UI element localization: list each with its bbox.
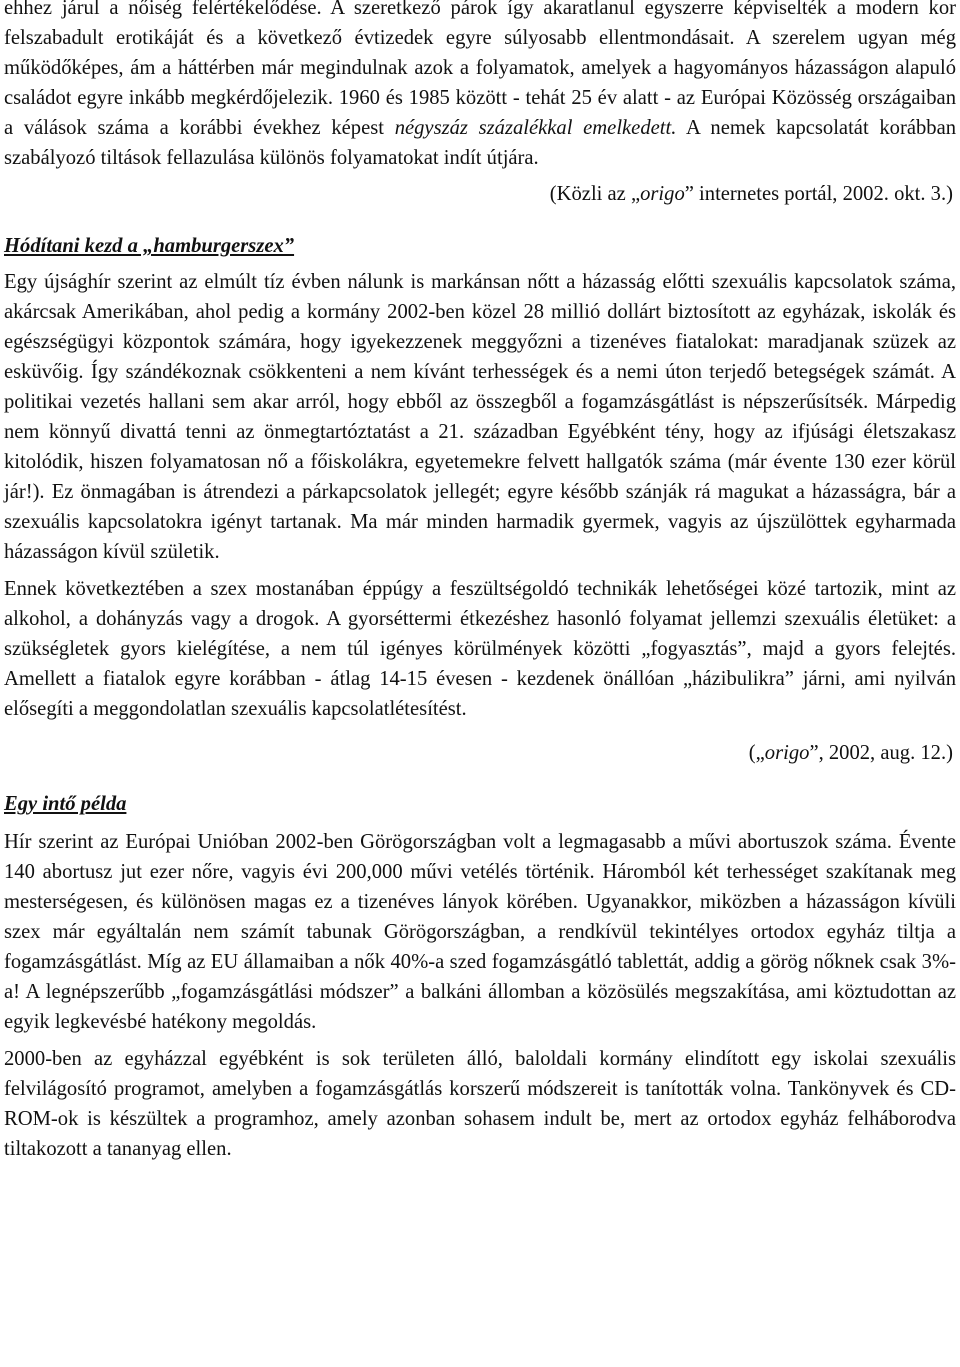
article-source	[4, 738, 953, 768]
article-paragraph: 2000-ben az egyházzal egyébként is sok területen álló, baloldali kormány elindított egy iskolai szexuális felvilágosító programot, amelyben a fogamzásgátlás korszerű módszereit is tanították volna. Tankönyvek és CD-ROM-ok is készültek a programhoz, amely azonban sohasem indult be, mert az ortodox egyház felháborodva tiltakozott a tananyag ellen.	[4, 1048, 956, 1160]
article-hamburgerszex	[4, 231, 956, 768]
article-paragraph: Hír szerint az Európai Unióban 2002-ben Görögországban volt a legmagasabb a művi abortuszok száma. Évente 140 abortusz jut ezer nőre, vagyis évi 200,000 művi vetélés történik. Háromból két terhességet szakítanak meg mesterségesen, és különösen magas ez a tizenéves lányok körében. Ugyanakkor, miközben a házasságon kívüli szex már egyáltalán nem számít tabunak Görögországban, a rendkívül tekintélyes ortodox egyház tiltja a fogamzásgátlást. Míg az EU államaiban a nők 40%-a szed fogamzásgátló tablettát, addig a görög nőknek csak 3%-a! A legnépszerűbb „fogamzásgátlási módszer” a balkáni állomban a közösülés megszakítása, ami köztudottan az egyik legkevésbé hatékony megoldás.	[4, 831, 956, 1033]
source-post: ” internetes portál, 2002. okt. 3.)	[684, 183, 953, 205]
intro-paragraph	[4, 0, 956, 173]
article-intro	[4, 0, 956, 209]
intro-italic-text: négyszáz százalékkal emelkedett.	[394, 117, 677, 139]
source-pre: („	[748, 742, 765, 764]
intro-source	[4, 179, 953, 209]
source-italic: origo	[764, 742, 810, 764]
source-italic: origo	[640, 183, 685, 205]
source-post: ”, 2002, aug. 12.)	[809, 742, 953, 764]
article-paragraph: Ennek következtében a szex mostanában éppúgy a feszültségoldó technikák lehetőségei közé tartozik, mint az alkohol, a dohányzás vagy a drogok. A gyorséttermi étkezéshez hasonló folyamat jellemzi szexuális életüket: a szükségletek gyors kielégítése, a nem túl igényes körülmények közötti „fogyasztás”, majd a gyors felejtés. Amellett a fiatalok egyre korábban - átlag 14-15 évesen - kezdenek önállóan „házibulikra” járni, ami nyilván elősegíti a meggondolatlan szexuális kapcsolatlétesítést.	[4, 578, 956, 720]
article-into-pelda	[4, 789, 956, 1164]
article-paragraph: Egy újsághír szerint az elmúlt tíz évben nálunk is markánsan nőtt a házasság előtti szexuális kapcsolatok száma, akárcsak Amerikában, ahol pedig a kormány 2002-ben közel 28 millió dollárt biztosított az egyházak, iskolák és egészségügyi központok számára, hogy igyekezzenek meggyőzni a tizenéves fiatalokat: maradjanak szüzek az esküvőig. Így szándékoznak csökkenteni a nem kívánt terhességek és a nemi úton terjedő betegségek számát. A politikai vezetés hallani sem akar arról, hogy ebből az összegből a fogamzásgátlást is népszerűsítsék. Márpedig nem könnyű divattá tenni az önmegtartóztatást a 21. században Egyébként tény, hogy az ifjúsági életszakasz kitolódik, hiszen folyamatosan nő a főiskolákra, egyetemekre felvett hallgatók száma (már évente 130 ezer körül jár!). Ez önmagában is átrendezi a párkapcsolatok jellegét; egyre később szánják rá magukat a házasságra, bár a szexuális kapcsolatokra igényt tartanak. Ma már minden harmadik gyermek, vagyis az újszülöttek egyharmada házasságon kívül születik.	[4, 271, 956, 563]
intro-text-b: A nemek kapcsolatát korábban szabályozó tiltások fellazulása különös folyamatokat indít útjára.	[4, 117, 957, 169]
source-pre: (Közli az „	[549, 183, 641, 205]
intro-text-a: ehhez járul a nőiség felértékelődése. A szeretkező párok így akaratlanul egyszerre képviselték a modern kor felszabadult erotikáját és a következő évtizedek egyre súlyosabb ellentmondásait. A szerelem ugyan még működőképes, ám a háttérben már megindulnak azok a folyamatok, amelyek a hagyományos házasságon alapuló családot egyre inkább megkérdőjelezik. 1960 és 1985 között - tehát 25 év alatt - az Európai Közösség országaiban a válások száma a korábbi évekhez képest	[4, 0, 956, 139]
section-heading: Egy intő példa	[4, 793, 127, 815]
section-heading: Hódítani kezd a „hamburgerszex”	[4, 235, 295, 257]
